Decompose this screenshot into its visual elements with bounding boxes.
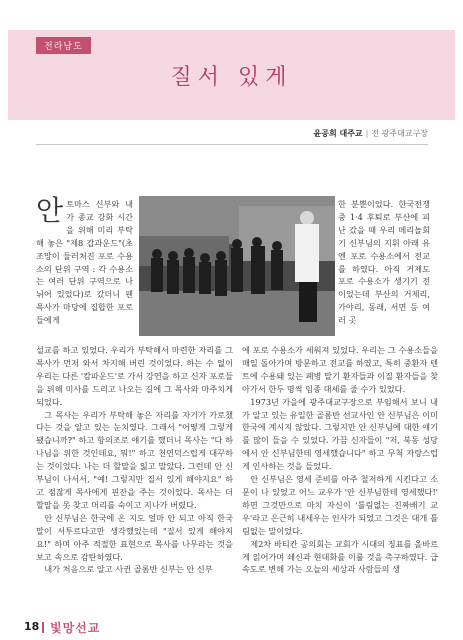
article-column-right-top [338,198,430,327]
author-name: 윤공희 대주교 [313,129,363,138]
article-paragraph: 설교를 하고 있었다. 우리가 부탁해서 마련한 자리를 그 목사가 먼저 와서 차지해 버린 것이었다. 하는 수 없이 우리는 다른 '캄파운드'로 가서 강연을 하고 신자 포로들을 위해 미사를 드리고 나오는 길에 그 목사와 마주치게 되었다. [36,345,233,407]
article-paragraph: 그 목사는 우리가 부탁해 놓은 자리를 자기가 가로챘다는 것을 알고 있는 눈치였다. 그래서 "어떻게 그렇게 됐습니까?" 하고 항의조로 얘기를 했더니 목사는 "다 하나님을 위한 것인데요, 뭐!" 하고 천연덕스럽게 대꾸하는 것이었다. 나는 더 할말을 잃고 말았다. 그런데 안 신부님이 나서서, "예! 그렇지만 질서 있게 해야지요" 하고 점잖게 목사에게 핀잔을 주는 것이었다. 목사는 더 할말을 못 찾고 머리를 숙이고 지나가 버렸다. [36,409,233,510]
photo-illustration [139,196,335,336]
article-paragraph: 한 분뿐이었다. 한국전쟁 중 1·4 후퇴로 부산에 피난 갔을 때 우리 메리놀회 기 신부님의 지휘 아래 유엔 포로 수용소에서 전교를 하였다. 아직 거제도 포로 수용소가 생기기 전이었는데 부산의 거제리, 가야리, 동래, 서면 등 여러 곳 [338,199,430,326]
article-column-right [242,344,438,576]
region-tag: 전라남도 [36,37,91,54]
magazine-name: 빛망선교 [50,621,101,635]
article-paragraph: 에 포로 수용소가 세워져 있었다. 우리는 그 수용소들을 매일 돌아가며 방문하고 전교를 하였고, 특히 중환자 텐트에 수용돼 있는 폐병 말기 환자들과 이질 환자들을 찾아가서 한두 명씩 임종 대세를 줄 수가 있었다. [242,345,438,394]
author-line [36,128,428,145]
article-column-left-top [36,194,133,327]
author-separator: | [365,129,369,138]
article-paragraph: 안 신부님은 한국에 온 지도 얼마 안 되고 아직 한국말이 서투르다고만 생각했었는데 "질서 있게 해야지요!" 하며 아주 적절한 표현으로 목사를 나무라는 것을 보고 속으로 감탄하였다. [36,512,233,562]
article-paragraph: 내가 처음으로 알고 사귄 골롬반 신부는 안 신부 [44,564,213,575]
page-footer [8,618,455,636]
article-paragraph: 제2차 바티칸 공의회는 교회가 시대의 징표를 올바르게 읽어가며 쇄신과 현대화를 이룰 것을 촉구하였다. 급속도로 변해 가는 오늘의 세상과 사람들의 생 [242,538,438,575]
drop-cap: 안 [36,194,64,227]
article-paragraph: 안 신부님은 영세 준비를 아주 철저하게 시킨다고 소문이 나 있었고 어느 교우가 '안 신부님한테 영세했다!' 하면 그것만으로 마치 자신이 '틀림없는 진짜배기 교우'라고 은근히 내세우는 인사가 되었고 그것은 대개 틀림없는 말이었다. [242,474,438,536]
article-column-left [36,344,233,576]
page-number: 18 [24,620,40,633]
article-paragraph: 1973년 가을에 광주대교구장으로 부임해서 보니 내가 알고 있는 유일한 골롬반 선교사인 안 신부님은 이미 한국에 계시지 않았다. 그렇지만 안 신부님에 대한 얘기를 많이 들을 수 있었다. 가끔 신자들이 "저, 북동 성당에서 안 신부님한테 영세했습니다" 하고 무척 자랑스럽게 인사하는 것을 들었다. [242,396,438,472]
article-title: 질서 있게 [170,65,293,90]
footer-divider [42,622,44,633]
article-intro-text: 토마스 신부와 내가 종교 강화 시간을 위해 미리 부탁해 놓은 "제8 갑과운드"(초조망이 둘러쳐진 포로 수용소의 단위 구역 : 각 수용소는 여러 단위 구역으로 나뉘어 있었다)로 갔더니 웬 목사가 마당에 집합한 포로들에게 [36,199,133,326]
article-photo [139,196,335,336]
author-role: 전 광주대교구장 [371,129,428,138]
